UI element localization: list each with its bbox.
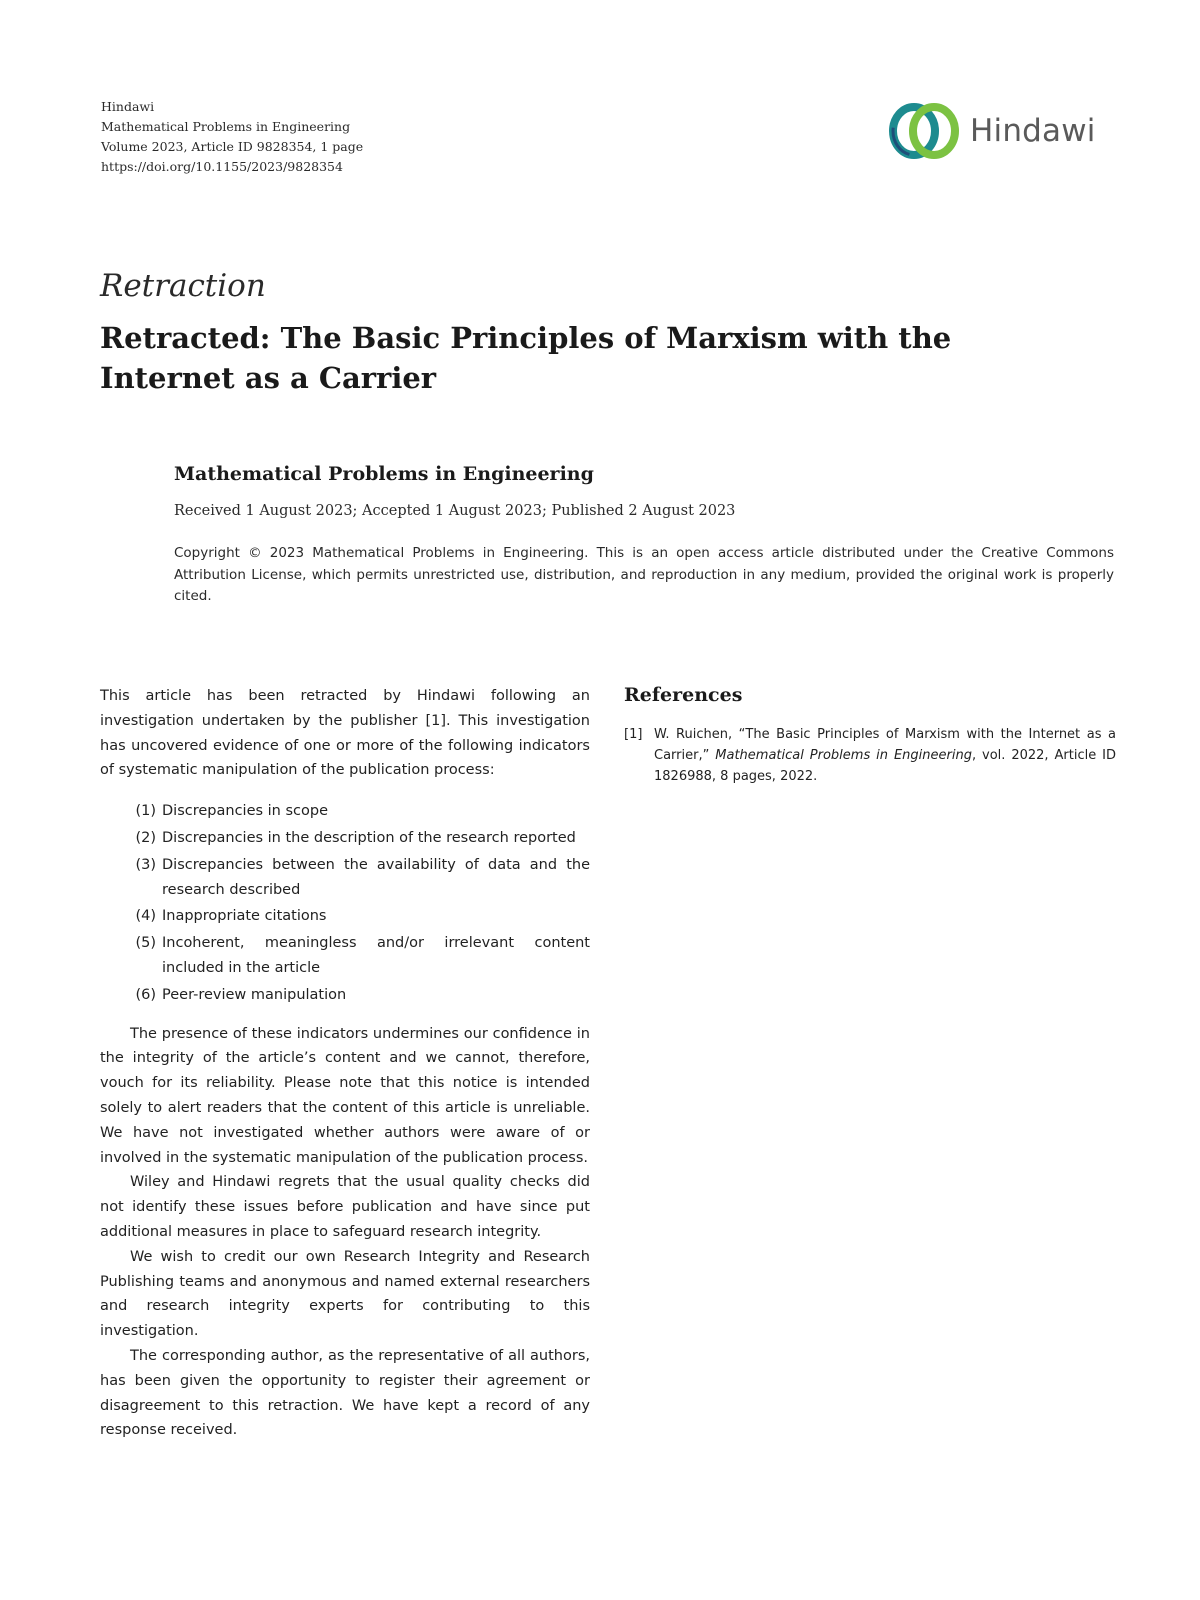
reference-text-before: W. Ruichen, “The Basic Principles of Marxism with the Internet as a Carrier,” <box>654 727 1116 763</box>
list-item <box>100 799 590 824</box>
list-item-number: (2) <box>135 829 156 846</box>
publication-dates: Received 1 August 2023; Accepted 1 August 2023; Published 2 August 2023 <box>174 503 736 519</box>
body-paragraph: We wish to credit our own Research Integrity and Research Publishing teams and anonymous and named external researchers and research integrity experts for contributing to this investigation. <box>100 1248 590 1340</box>
list-item-number: (1) <box>135 803 156 820</box>
body-paragraph: The corresponding author, as the representative of all authors, has been given the opportunity to register their agreement or disagreement to this retraction. We have kept a record of any response received. <box>100 1347 590 1439</box>
reference-text-after: , vol. 2022, Article ID 1826988, 8 pages, 2022. <box>654 748 1116 784</box>
references-column <box>624 684 1116 787</box>
list-item <box>100 853 590 903</box>
list-item-number: (5) <box>135 935 156 952</box>
reference-text <box>654 724 1116 787</box>
indicator-list <box>100 799 590 1007</box>
list-item-number: (4) <box>135 908 156 925</box>
reference-number: [1] <box>624 727 643 742</box>
body-paragraph: Wiley and Hindawi regrets that the usual quality checks did not identify these issues before publication and have since put additional measures in place to safeguard research integrity. <box>100 1174 590 1240</box>
author-name: Mathematical Problems in Engineering <box>174 463 594 485</box>
reference-journal: Mathematical Problems in Engineering <box>715 748 972 763</box>
list-item-text: Discrepancies in the description of the research reported <box>162 829 576 846</box>
reference-item <box>624 724 1116 787</box>
list-item-text: Inappropriate citations <box>162 908 327 925</box>
list-item-text: Discrepancies in scope <box>162 803 328 820</box>
list-item <box>100 904 590 929</box>
references-heading: References <box>624 684 743 706</box>
list-item <box>100 931 590 981</box>
article-title: Retracted: The Basic Principles of Marxism with the Internet as a Carrier <box>100 321 952 395</box>
list-item-number: (3) <box>135 856 156 873</box>
volume-line: Volume 2023, Article ID 9828354, 1 page <box>101 139 364 154</box>
logo-text: Hindawi <box>970 113 1096 149</box>
copyright-notice: Copyright © 2023 Mathematical Problems in Engineering. This is an open access article distributed under the Creative Commons Attribution License, which permits unrestricted use, distribution, and reproduction in any medium, provided the original work is properly cited. <box>174 545 1114 604</box>
list-item-text: Incoherent, meaningless and/or irrelevant content included in the article <box>162 935 590 976</box>
article-type: Retraction <box>100 268 266 304</box>
list-item-text: Peer-review manipulation <box>162 986 347 1003</box>
body-paragraph: The presence of these indicators undermines our confidence in the integrity of the article’s content and we cannot, therefore, vouch for its reliability. Please note that this notice is intended solely to alert readers that the content of this article is unreliable. We have not investigated whether authors were aware of or involved in the systematic manipulation of the publication process. <box>100 1025 590 1166</box>
main-text-column <box>100 684 590 1443</box>
list-item <box>100 983 590 1008</box>
list-item-number: (6) <box>135 986 156 1003</box>
intro-paragraph: This article has been retracted by Hindawi following an investigation undertaken by the publisher [1]. This investigation has uncovered evidence of one or more of the following indicators of systematic manipulation of the publication process: <box>100 688 590 779</box>
journal-name: Mathematical Problems in Engineering <box>101 119 351 134</box>
header-meta <box>101 97 363 177</box>
hindawi-logo <box>880 98 1120 164</box>
publisher-name: Hindawi <box>101 99 155 114</box>
hindawi-rings-icon <box>880 98 968 164</box>
list-item-text: Discrepancies between the availability of data and the research described <box>162 856 590 898</box>
list-item <box>100 826 590 851</box>
author-block <box>174 463 1114 608</box>
doi-link[interactable]: https://doi.org/10.1155/2023/9828354 <box>101 159 343 174</box>
